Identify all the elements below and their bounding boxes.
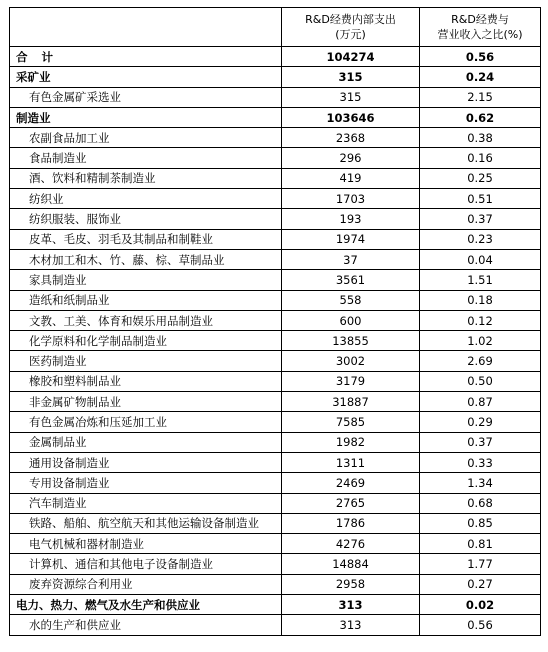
industry-name: 酒、饮料和精制茶制造业 [10, 168, 282, 188]
rd-ratio-value: 1.51 [420, 270, 541, 290]
rd-spend-value: 2765 [282, 493, 420, 513]
industry-name: 通用设备制造业 [10, 452, 282, 472]
table-row [10, 554, 541, 574]
rd-expenditure-table [9, 7, 541, 636]
table-row [10, 351, 541, 371]
table-row [10, 270, 541, 290]
rd-spend-value: 14884 [282, 554, 420, 574]
rd-ratio-value: 0.50 [420, 371, 541, 391]
rd-spend-value: 4276 [282, 534, 420, 554]
table-row-category [10, 107, 541, 127]
rd-ratio-value: 0.37 [420, 432, 541, 452]
header-rd-ratio-line2: 营业收入之比(%) [437, 28, 523, 41]
rd-spend-value: 1786 [282, 513, 420, 533]
rd-spend-value: 296 [282, 148, 420, 168]
header-rd-ratio [420, 8, 541, 47]
industry-name: 农副食品加工业 [10, 128, 282, 148]
rd-spend-value: 37 [282, 249, 420, 269]
industry-name: 有色金属冶炼和压延加工业 [10, 412, 282, 432]
table-row [10, 310, 541, 330]
rd-spend-value: 1703 [282, 189, 420, 209]
rd-spend-value: 2469 [282, 473, 420, 493]
rd-ratio-value: 0.87 [420, 392, 541, 412]
industry-name: 铁路、船舶、航空航天和其他运输设备制造业 [10, 513, 282, 533]
header-rd-spend-line1: R&D经费内部支出 [305, 13, 396, 26]
industry-name: 医药制造业 [10, 351, 282, 371]
table-row [10, 209, 541, 229]
table-row [10, 189, 541, 209]
industry-name: 计算机、通信和其他电子设备制造业 [10, 554, 282, 574]
rd-spend-value: 104274 [282, 47, 420, 67]
rd-ratio-value: 1.02 [420, 331, 541, 351]
rd-spend-value: 315 [282, 67, 420, 87]
industry-name: 汽车制造业 [10, 493, 282, 513]
rd-ratio-value: 0.56 [420, 47, 541, 67]
table-row [10, 87, 541, 107]
rd-spend-value: 3179 [282, 371, 420, 391]
rd-ratio-value: 0.51 [420, 189, 541, 209]
industry-name: 文教、工美、体育和娱乐用品制造业 [10, 310, 282, 330]
rd-spend-value: 419 [282, 168, 420, 188]
rd-spend-value: 13855 [282, 331, 420, 351]
industry-name: 纺织业 [10, 189, 282, 209]
industry-name: 化学原料和化学制品制造业 [10, 331, 282, 351]
rd-ratio-value: 0.56 [420, 615, 541, 635]
rd-ratio-value: 0.04 [420, 249, 541, 269]
rd-spend-value: 1311 [282, 452, 420, 472]
table-row [10, 493, 541, 513]
table-row [10, 432, 541, 452]
table-row [10, 168, 541, 188]
industry-name: 电气机械和器材制造业 [10, 534, 282, 554]
rd-ratio-value: 0.38 [420, 128, 541, 148]
rd-ratio-value: 0.16 [420, 148, 541, 168]
rd-ratio-value: 0.25 [420, 168, 541, 188]
rd-spend-value: 600 [282, 310, 420, 330]
table-row [10, 574, 541, 594]
table-row [10, 128, 541, 148]
industry-name: 橡胶和塑料制品业 [10, 371, 282, 391]
industry-name: 家具制造业 [10, 270, 282, 290]
rd-ratio-value: 2.69 [420, 351, 541, 371]
industry-name: 电力、热力、燃气及水生产和供应业 [10, 595, 282, 615]
rd-spend-value: 313 [282, 615, 420, 635]
table-row [10, 392, 541, 412]
rd-spend-value: 3561 [282, 270, 420, 290]
table-row [10, 534, 541, 554]
industry-name: 食品制造业 [10, 148, 282, 168]
rd-ratio-value: 0.68 [420, 493, 541, 513]
industry-name: 金属制品业 [10, 432, 282, 452]
rd-spend-value: 2958 [282, 574, 420, 594]
rd-ratio-value: 1.77 [420, 554, 541, 574]
table-row [10, 331, 541, 351]
rd-ratio-value: 0.23 [420, 229, 541, 249]
rd-ratio-value: 0.37 [420, 209, 541, 229]
header-rd-spend [282, 8, 420, 47]
header-rd-ratio-line1: R&D经费与 [451, 13, 509, 26]
rd-spend-value: 7585 [282, 412, 420, 432]
rd-ratio-value: 1.34 [420, 473, 541, 493]
table-header-row [10, 8, 541, 47]
header-industry [10, 8, 282, 47]
table-row [10, 412, 541, 432]
industry-name: 非金属矿物制品业 [10, 392, 282, 412]
table-row [10, 148, 541, 168]
rd-spend-value: 2368 [282, 128, 420, 148]
rd-ratio-value: 0.85 [420, 513, 541, 533]
table-row [10, 473, 541, 493]
table-row [10, 452, 541, 472]
rd-ratio-value: 0.12 [420, 310, 541, 330]
table-row-total [10, 47, 541, 67]
table-row [10, 371, 541, 391]
rd-spend-value: 31887 [282, 392, 420, 412]
table-row [10, 290, 541, 310]
rd-spend-value: 3002 [282, 351, 420, 371]
rd-spend-value: 313 [282, 595, 420, 615]
industry-name: 废弃资源综合利用业 [10, 574, 282, 594]
rd-spend-value: 558 [282, 290, 420, 310]
rd-ratio-value: 0.81 [420, 534, 541, 554]
industry-name: 皮革、毛皮、羽毛及其制品和制鞋业 [10, 229, 282, 249]
industry-name: 造纸和纸制品业 [10, 290, 282, 310]
table-row [10, 249, 541, 269]
rd-spend-value: 1982 [282, 432, 420, 452]
rd-ratio-value: 0.33 [420, 452, 541, 472]
table-row [10, 513, 541, 533]
rd-spend-value: 1974 [282, 229, 420, 249]
rd-spend-value: 193 [282, 209, 420, 229]
industry-name: 制造业 [10, 107, 282, 127]
rd-spend-value: 103646 [282, 107, 420, 127]
rd-ratio-value: 2.15 [420, 87, 541, 107]
industry-name: 有色金属矿采选业 [10, 87, 282, 107]
header-rd-spend-line2: (万元) [335, 28, 366, 41]
industry-name: 采矿业 [10, 67, 282, 87]
industry-name: 木材加工和木、竹、藤、棕、草制品业 [10, 249, 282, 269]
table-row [10, 229, 541, 249]
industry-name: 纺织服装、服饰业 [10, 209, 282, 229]
table-row [10, 615, 541, 635]
industry-name: 水的生产和供应业 [10, 615, 282, 635]
rd-ratio-value: 0.24 [420, 67, 541, 87]
table-row-category [10, 67, 541, 87]
table-row-category [10, 595, 541, 615]
rd-ratio-value: 0.29 [420, 412, 541, 432]
rd-ratio-value: 0.02 [420, 595, 541, 615]
rd-spend-value: 315 [282, 87, 420, 107]
industry-name: 合计 [10, 47, 282, 67]
industry-name: 专用设备制造业 [10, 473, 282, 493]
rd-ratio-value: 0.18 [420, 290, 541, 310]
rd-ratio-value: 0.27 [420, 574, 541, 594]
rd-ratio-value: 0.62 [420, 107, 541, 127]
